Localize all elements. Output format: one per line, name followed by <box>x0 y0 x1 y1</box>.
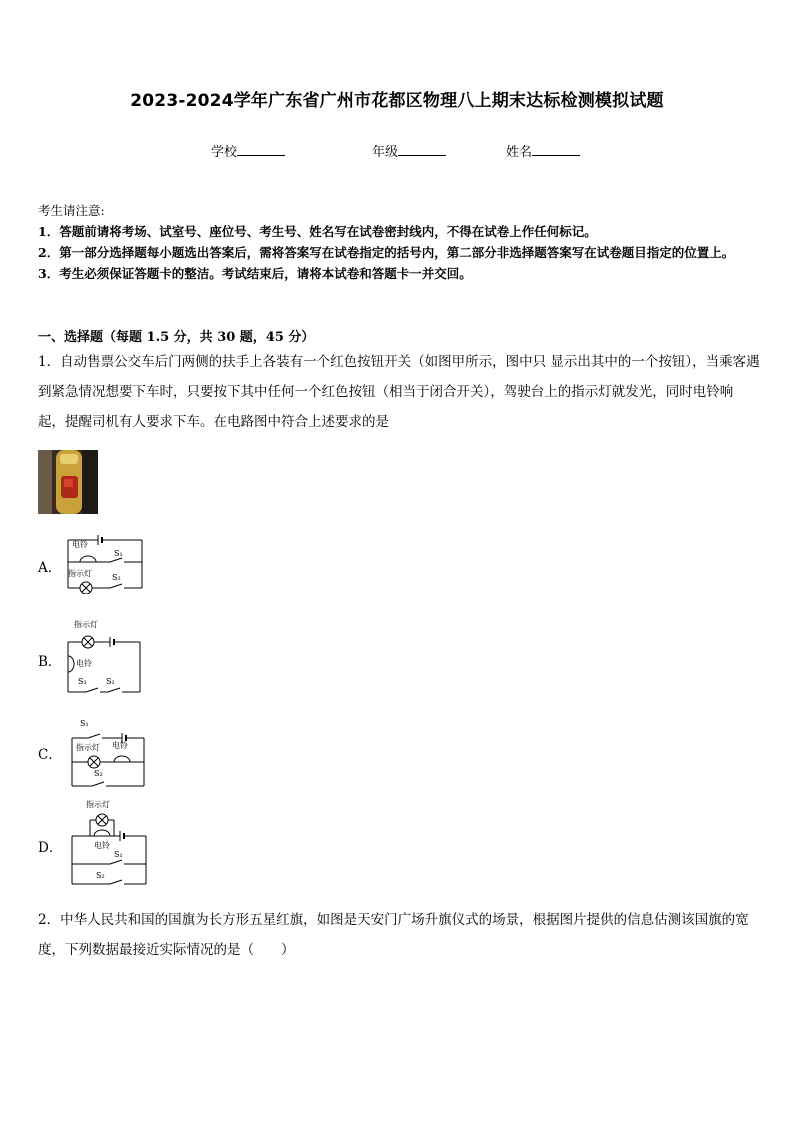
school-blank[interactable] <box>237 143 285 156</box>
option-a-label[interactable]: A． <box>38 560 62 576</box>
c-bell-text: 电铃 <box>112 741 128 750</box>
a-bell-text: 电铃 <box>72 540 88 549</box>
name-field[interactable] <box>506 141 580 160</box>
b-bell-text: 电铃 <box>76 659 92 668</box>
b-lamp-text: 指示灯 <box>74 620 98 629</box>
notice-item-2: 2．第一部分选择题每小题选出答案后，需将答案写在试卷指定的括号内，第二部分非选择题答案写在试卷题目指定的位置上。 <box>38 245 735 260</box>
grade-label: 年级 <box>372 145 399 160</box>
c-s2-text: S₂ <box>94 769 103 778</box>
question-2-text <box>38 905 760 965</box>
question-1-text <box>38 347 760 437</box>
c-s1-text: S₁ <box>80 719 89 728</box>
option-d-label[interactable]: D． <box>38 840 63 856</box>
d-s2-text: S₂ <box>96 871 105 880</box>
d-lamp-text: 指示灯 <box>86 800 110 809</box>
a-s1-text: S₁ <box>114 549 123 558</box>
d-s1-text: S₁ <box>114 850 123 859</box>
option-b-label[interactable]: B． <box>38 654 62 670</box>
notice-block <box>38 200 763 284</box>
d-bell-text: 电铃 <box>94 841 110 850</box>
school-label: 学校 <box>211 145 238 160</box>
b-s2-text: S₂ <box>106 677 115 686</box>
question-1-stem: 1．自动售票公交车后门两侧的扶手上各装有一个红色按钮开关（如图甲所示，图中只 显示出其中的一个按钮），当乘客遇到紧急情况想要下车时，只要按下其中任何一个红色按钮（相当于闭合开关），驾驶台上的指示灯就发光，同时电铃响起，提醒司机有人要求下车。在电路图中符合上述要求的是 <box>38 354 760 430</box>
option-d-circuit[interactable] <box>64 798 154 892</box>
option-b-circuit[interactable] <box>64 618 154 702</box>
option-a-circuit[interactable] <box>64 530 154 598</box>
page-title: 2023-2024学年广东省广州市花都区物理八上期末达标检测模拟试题 <box>130 91 664 111</box>
bus-button-photo <box>38 450 98 514</box>
a-lamp-text: 指示灯 <box>68 569 92 578</box>
name-blank[interactable] <box>532 143 580 156</box>
notice-heading: 考生请注意: <box>38 203 105 218</box>
c-lamp-text: 指示灯 <box>76 743 100 752</box>
section-heading: 一、选择题（每题 1.5 分，共 30 题，45 分） <box>38 330 315 345</box>
option-c-circuit[interactable] <box>64 716 154 796</box>
b-s1-text: S₁ <box>78 677 87 686</box>
notice-item-3: 3．考生必须保证答题卡的整洁。考试结束后，请将本试卷和答题卡一并交回。 <box>38 266 472 281</box>
a-s2-text: S₂ <box>112 573 121 582</box>
school-field[interactable] <box>211 141 285 160</box>
grade-field[interactable] <box>372 141 446 160</box>
option-c-label[interactable]: C． <box>38 747 62 763</box>
question-2-stem: 2．中华人民共和国的国旗为长方形五星红旗，如图是天安门广场升旗仪式的场景，根据图片提供的信息估测该国旗的宽度，下列数据最接近实际情况的是（ ） <box>38 912 749 958</box>
name-label: 姓名 <box>506 145 533 160</box>
grade-blank[interactable] <box>398 143 446 156</box>
notice-item-1: 1．答题前请将考场、试室号、座位号、考生号、姓名写在试卷密封线内，不得在试卷上作任何标记。 <box>38 224 597 239</box>
